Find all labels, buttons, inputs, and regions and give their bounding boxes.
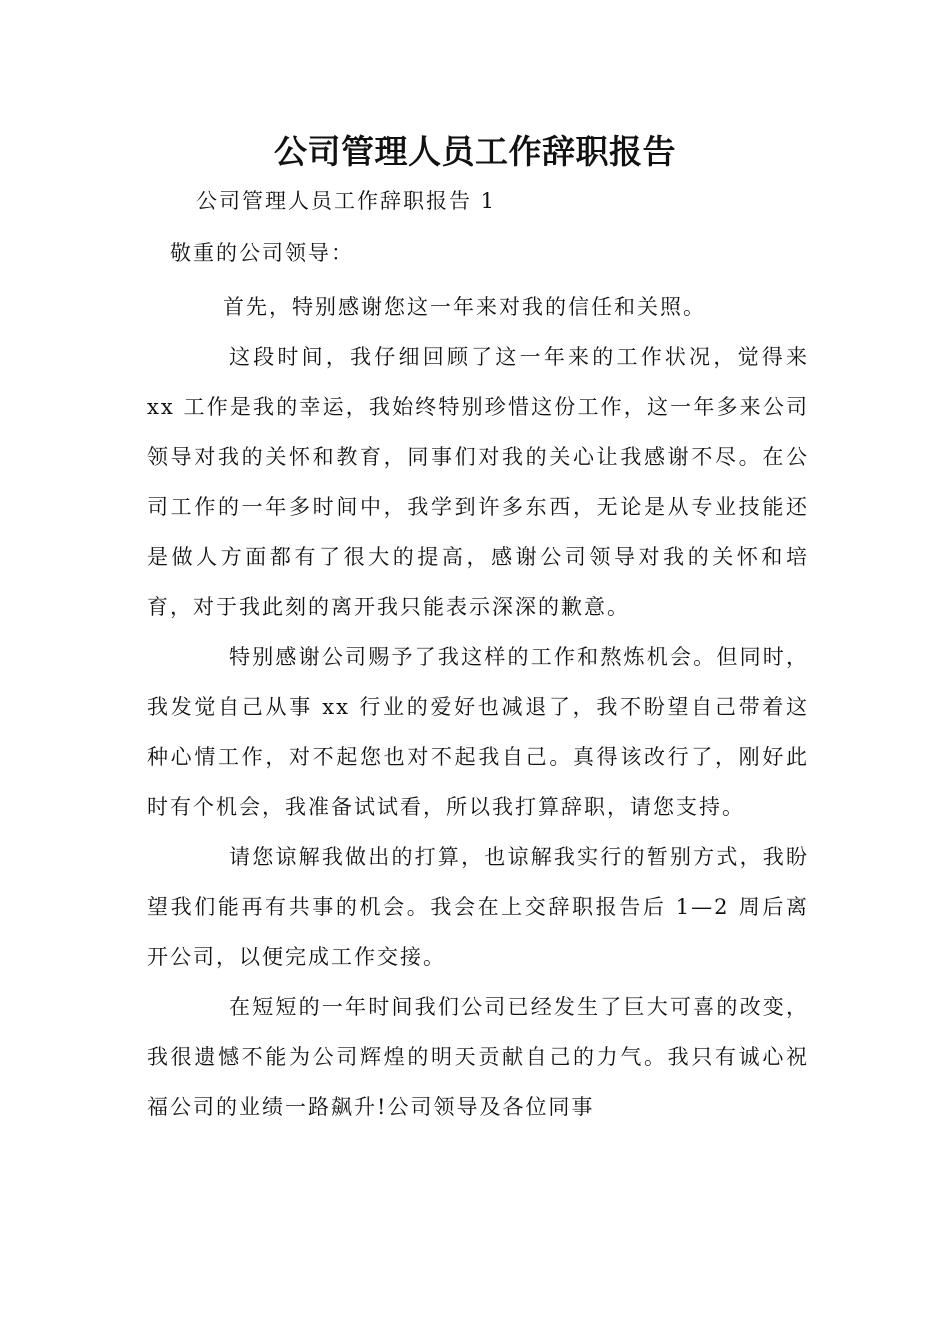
paragraph-handover: 请您谅解我做出的打算，也谅解我实行的暂别方式，我盼望我们能再有共事的机会。我会在上交辞职报告后 1—2 周后离开公司，以便完成工作交接。	[147, 845, 809, 969]
document-subtitle: 公司管理人员工作辞职报告 1	[196, 189, 497, 213]
paragraph-reason: 特别感谢公司赐予了我这样的工作和熬炼机会。但同时，我发觉自己从事 xx 行业的爱好也减退了，我不盼望自己带着这种心情工作，对不起您也对不起我自己。真得该改行了，刚好此时有个机会，我准备试试看，所以我打算辞职，请您支持。	[147, 645, 809, 819]
document-body	[147, 282, 809, 1132]
salutation: 敬重的公司领导：	[170, 241, 354, 265]
paragraph-review: 这段时间，我仔细回顾了这一年来的工作状况，觉得来 xx 工作是我的幸运，我始终特别珍惜这份工作，这一年多来公司领导对我的关怀和教育，同事们对我的关心让我感谢不尽。在公司工作的一年多时间中，我学到许多东西，无论是从专业技能还是做人方面都有了很大的提高，感谢公司领导对我的关怀和培育，对于我此刻的离开我只能表示深深的歉意。	[147, 345, 809, 619]
paragraph-wishes: 在短短的一年时间我们公司已经发生了巨大可喜的改变，我很遗憾不能为公司辉煌的明天贡献自己的力气。我只有诚心祝福公司的业绩一路飙升!公司领导及各位同事	[147, 995, 809, 1119]
paragraph-thanks: 首先，特别感谢您这一年来对我的信任和关照。	[223, 295, 706, 319]
document-title: 公司管理人员工作辞职报告	[274, 132, 676, 171]
